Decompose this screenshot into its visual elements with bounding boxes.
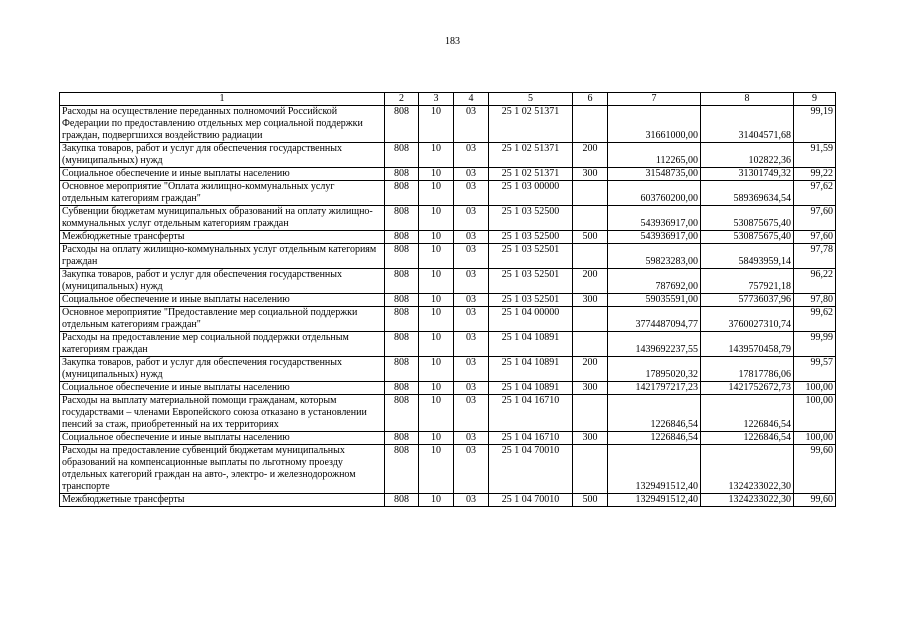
actual-amount-cell: 1324233022,30 [701, 494, 794, 507]
subsection-code-cell: 03 [454, 432, 489, 445]
subsection-code-cell: 03 [454, 294, 489, 307]
table-row [60, 168, 836, 181]
subsection-code-cell: 03 [454, 143, 489, 168]
section-code-cell: 10 [419, 244, 454, 269]
target-article-cell: 25 1 03 52500 [489, 206, 573, 231]
target-article-cell: 25 1 03 52501 [489, 244, 573, 269]
ministry-code-cell: 808 [385, 432, 419, 445]
expense-type-cell: 200 [573, 269, 608, 294]
column-header: 4 [454, 93, 489, 106]
expense-name-cell: Основное мероприятие "Оплата жилищно-коммунальных услуг отдельным категориям граждан" [60, 181, 385, 206]
expense-type-cell [573, 244, 608, 269]
percent-cell: 97,78 [794, 244, 836, 269]
expense-type-cell: 500 [573, 231, 608, 244]
table-row [60, 231, 836, 244]
target-article-cell: 25 1 04 00000 [489, 307, 573, 332]
table-row [60, 181, 836, 206]
target-article-cell: 25 1 03 52500 [489, 231, 573, 244]
percent-cell: 100,00 [794, 432, 836, 445]
expense-type-cell [573, 332, 608, 357]
ministry-code-cell: 808 [385, 244, 419, 269]
planned-amount-cell: 1226846,54 [608, 432, 701, 445]
table-row [60, 294, 836, 307]
expense-type-cell: 500 [573, 494, 608, 507]
expense-type-cell [573, 445, 608, 494]
section-code-cell: 10 [419, 395, 454, 432]
target-article-cell: 25 1 02 51371 [489, 143, 573, 168]
actual-amount-cell: 1226846,54 [701, 432, 794, 445]
ministry-code-cell: 808 [385, 231, 419, 244]
planned-amount-cell: 59035591,00 [608, 294, 701, 307]
expense-type-cell [573, 206, 608, 231]
subsection-code-cell: 03 [454, 106, 489, 143]
column-header: 1 [60, 93, 385, 106]
planned-amount-cell: 1439692237,55 [608, 332, 701, 357]
ministry-code-cell: 808 [385, 332, 419, 357]
percent-cell: 99,22 [794, 168, 836, 181]
section-code-cell: 10 [419, 143, 454, 168]
target-article-cell: 25 1 04 70010 [489, 445, 573, 494]
actual-amount-cell: 17817786,06 [701, 357, 794, 382]
expense-type-cell [573, 395, 608, 432]
ministry-code-cell: 808 [385, 382, 419, 395]
table-row [60, 445, 836, 494]
expense-name-cell: Межбюджетные трансферты [60, 231, 385, 244]
subsection-code-cell: 03 [454, 168, 489, 181]
planned-amount-cell: 112265,00 [608, 143, 701, 168]
section-code-cell: 10 [419, 382, 454, 395]
expense-name-cell: Закупка товаров, работ и услуг для обеспечения государственных (муниципальных) нужд [60, 143, 385, 168]
expense-name-cell: Расходы на осуществление переданных полномочий Российской Федерации по предоставлению отдельных мер социальной поддержки граждан, подвергшихся воздействию радиации [60, 106, 385, 143]
subsection-code-cell: 03 [454, 332, 489, 357]
target-article-cell: 25 1 04 10891 [489, 357, 573, 382]
target-article-cell: 25 1 03 52501 [489, 269, 573, 294]
expense-type-cell: 200 [573, 143, 608, 168]
expense-type-cell [573, 181, 608, 206]
table-row [60, 269, 836, 294]
planned-amount-cell: 543936917,00 [608, 231, 701, 244]
actual-amount-cell: 58493959,14 [701, 244, 794, 269]
subsection-code-cell: 03 [454, 206, 489, 231]
planned-amount-cell: 1226846,54 [608, 395, 701, 432]
expense-type-cell: 300 [573, 168, 608, 181]
planned-amount-cell: 59823283,00 [608, 244, 701, 269]
actual-amount-cell: 57736037,96 [701, 294, 794, 307]
subsection-code-cell: 03 [454, 445, 489, 494]
header-row [60, 93, 836, 106]
section-code-cell: 10 [419, 206, 454, 231]
section-code-cell: 10 [419, 168, 454, 181]
ministry-code-cell: 808 [385, 168, 419, 181]
column-header: 2 [385, 93, 419, 106]
expense-type-cell: 300 [573, 432, 608, 445]
table-row [60, 357, 836, 382]
subsection-code-cell: 03 [454, 307, 489, 332]
table-row [60, 307, 836, 332]
planned-amount-cell: 787692,00 [608, 269, 701, 294]
planned-amount-cell: 1329491512,40 [608, 494, 701, 507]
percent-cell: 99,99 [794, 332, 836, 357]
expense-name-cell: Основное мероприятие "Предоставление мер социальной поддержки отдельным категориям граждан" [60, 307, 385, 332]
actual-amount-cell: 530875675,40 [701, 206, 794, 231]
ministry-code-cell: 808 [385, 307, 419, 332]
table-row [60, 382, 836, 395]
section-code-cell: 10 [419, 432, 454, 445]
target-article-cell: 25 1 04 70010 [489, 494, 573, 507]
actual-amount-cell: 1226846,54 [701, 395, 794, 432]
expense-name-cell: Социальное обеспечение и иные выплаты населению [60, 294, 385, 307]
subsection-code-cell: 03 [454, 244, 489, 269]
planned-amount-cell: 31661000,00 [608, 106, 701, 143]
percent-cell: 99,60 [794, 445, 836, 494]
actual-amount-cell: 3760027310,74 [701, 307, 794, 332]
subsection-code-cell: 03 [454, 395, 489, 432]
subsection-code-cell: 03 [454, 357, 489, 382]
page-number: 183 [445, 36, 460, 47]
section-code-cell: 10 [419, 332, 454, 357]
table-row [60, 206, 836, 231]
actual-amount-cell: 102822,36 [701, 143, 794, 168]
table-row [60, 106, 836, 143]
expense-name-cell: Расходы на оплату жилищно-коммунальных услуг отдельным категориям граждан [60, 244, 385, 269]
expense-name-cell: Закупка товаров, работ и услуг для обеспечения государственных (муниципальных) нужд [60, 269, 385, 294]
ministry-code-cell: 808 [385, 395, 419, 432]
percent-cell: 91,59 [794, 143, 836, 168]
section-code-cell: 10 [419, 357, 454, 382]
ministry-code-cell: 808 [385, 357, 419, 382]
target-article-cell: 25 1 03 00000 [489, 181, 573, 206]
expense-name-cell: Закупка товаров, работ и услуг для обеспечения государственных (муниципальных) нужд [60, 357, 385, 382]
percent-cell: 99,60 [794, 494, 836, 507]
percent-cell: 100,00 [794, 395, 836, 432]
actual-amount-cell: 1439570458,79 [701, 332, 794, 357]
expense-name-cell: Социальное обеспечение и иные выплаты населению [60, 382, 385, 395]
table-row [60, 494, 836, 507]
percent-cell: 100,00 [794, 382, 836, 395]
actual-amount-cell: 31301749,32 [701, 168, 794, 181]
ministry-code-cell: 808 [385, 294, 419, 307]
subsection-code-cell: 03 [454, 382, 489, 395]
budget-table [59, 92, 836, 507]
planned-amount-cell: 31548735,00 [608, 168, 701, 181]
ministry-code-cell: 808 [385, 494, 419, 507]
subsection-code-cell: 03 [454, 494, 489, 507]
section-code-cell: 10 [419, 494, 454, 507]
expense-type-cell [573, 307, 608, 332]
percent-cell: 97,80 [794, 294, 836, 307]
percent-cell: 96,22 [794, 269, 836, 294]
column-header: 3 [419, 93, 454, 106]
target-article-cell: 25 1 04 16710 [489, 395, 573, 432]
ministry-code-cell: 808 [385, 269, 419, 294]
ministry-code-cell: 808 [385, 143, 419, 168]
table-row [60, 244, 836, 269]
percent-cell: 97,60 [794, 206, 836, 231]
planned-amount-cell: 17895020,32 [608, 357, 701, 382]
subsection-code-cell: 03 [454, 181, 489, 206]
expense-name-cell: Расходы на предоставление мер социальной поддержки отдельным категориям граждан [60, 332, 385, 357]
expense-name-cell: Субвенции бюджетам муниципальных образований на оплату жилищно-коммунальных услуг отдельным категориям граждан [60, 206, 385, 231]
percent-cell: 97,60 [794, 231, 836, 244]
ministry-code-cell: 808 [385, 445, 419, 494]
subsection-code-cell: 03 [454, 269, 489, 294]
target-article-cell: 25 1 04 10891 [489, 332, 573, 357]
expense-type-cell: 300 [573, 382, 608, 395]
percent-cell: 97,62 [794, 181, 836, 206]
column-header: 7 [608, 93, 701, 106]
expense-type-cell [573, 106, 608, 143]
ministry-code-cell: 808 [385, 206, 419, 231]
target-article-cell: 25 1 04 16710 [489, 432, 573, 445]
section-code-cell: 10 [419, 106, 454, 143]
expense-name-cell: Социальное обеспечение и иные выплаты населению [60, 432, 385, 445]
table-row [60, 432, 836, 445]
section-code-cell: 10 [419, 294, 454, 307]
ministry-code-cell: 808 [385, 181, 419, 206]
actual-amount-cell: 31404571,68 [701, 106, 794, 143]
planned-amount-cell: 1329491512,40 [608, 445, 701, 494]
target-article-cell: 25 1 02 51371 [489, 168, 573, 181]
target-article-cell: 25 1 02 51371 [489, 106, 573, 143]
column-header: 6 [573, 93, 608, 106]
column-header: 8 [701, 93, 794, 106]
actual-amount-cell: 1324233022,30 [701, 445, 794, 494]
expense-name-cell: Социальное обеспечение и иные выплаты населению [60, 168, 385, 181]
section-code-cell: 10 [419, 445, 454, 494]
percent-cell: 99,19 [794, 106, 836, 143]
section-code-cell: 10 [419, 231, 454, 244]
target-article-cell: 25 1 04 10891 [489, 382, 573, 395]
expense-name-cell: Межбюджетные трансферты [60, 494, 385, 507]
target-article-cell: 25 1 03 52501 [489, 294, 573, 307]
expense-type-cell: 200 [573, 357, 608, 382]
actual-amount-cell: 589369634,54 [701, 181, 794, 206]
percent-cell: 99,57 [794, 357, 836, 382]
section-code-cell: 10 [419, 307, 454, 332]
actual-amount-cell: 530875675,40 [701, 231, 794, 244]
percent-cell: 99,62 [794, 307, 836, 332]
column-header: 9 [794, 93, 836, 106]
expense-name-cell: Расходы на предоставление субвенций бюджетам муниципальных образований на компенсационные выплаты по льготному проезду отдельных категорий граждан на авто-, электро- и железнодорожном транспорте [60, 445, 385, 494]
table-row [60, 143, 836, 168]
section-code-cell: 10 [419, 269, 454, 294]
expense-name-cell: Расходы на выплату материальной помощи гражданам, которым государствами – членами Европейского союза отказано в установлении пенсий за стаж, приобретенный на их территориях [60, 395, 385, 432]
planned-amount-cell: 3774487094,77 [608, 307, 701, 332]
expense-type-cell: 300 [573, 294, 608, 307]
actual-amount-cell: 1421752672,73 [701, 382, 794, 395]
planned-amount-cell: 543936917,00 [608, 206, 701, 231]
planned-amount-cell: 603760200,00 [608, 181, 701, 206]
section-code-cell: 10 [419, 181, 454, 206]
actual-amount-cell: 757921,18 [701, 269, 794, 294]
table-row [60, 332, 836, 357]
subsection-code-cell: 03 [454, 231, 489, 244]
column-header: 5 [489, 93, 573, 106]
table-row [60, 395, 836, 432]
ministry-code-cell: 808 [385, 106, 419, 143]
planned-amount-cell: 1421797217,23 [608, 382, 701, 395]
